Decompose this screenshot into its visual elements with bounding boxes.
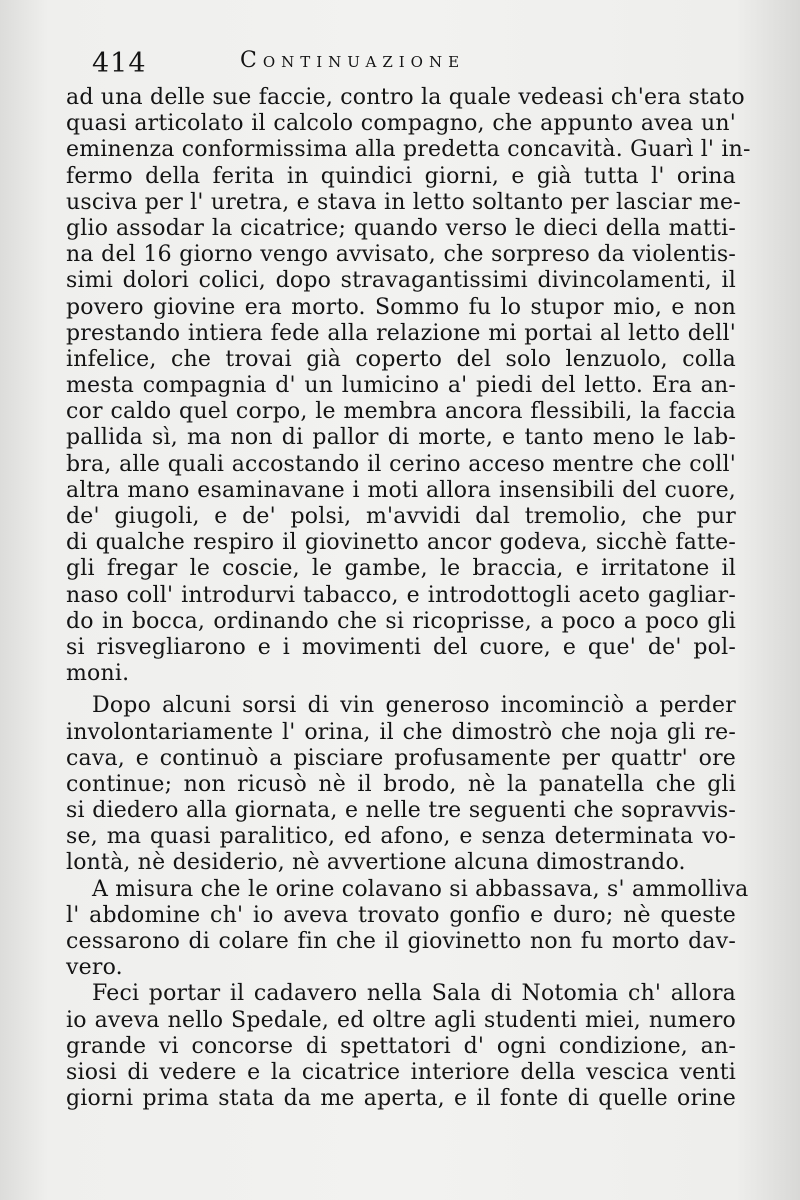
paragraph-start-line: Dopo alcuni sorsi di vin generoso incominciò a perder — [92, 693, 736, 719]
text-line: altra mano esaminavane i moti allora insensibili del cuore, — [66, 477, 736, 503]
text-line: lontà, nè desiderio, nè avvertione alcuna dimostrando. — [66, 850, 686, 876]
text-line: simi dolori colici, dopo stravagantissimi divincolamenti, il — [66, 268, 736, 294]
text-line: mesta compagnia d' un lumicino a' piedi del letto. Era an- — [66, 373, 736, 399]
text-line: pallida sì, ma non di pallor di morte, e tanto meno le lab- — [66, 425, 736, 451]
text-line: moni. — [66, 661, 130, 687]
text-line: infelice, che trovai già coperto del solo lenzuolo, colla — [66, 346, 736, 372]
text-line: cava, e continuò a pisciare profusamente per quattr' ore — [66, 745, 736, 771]
text-line: di qualche respiro il giovinetto ancor godeva, sicchè fatte- — [66, 530, 736, 556]
text-line: grande vi concorse di spettatori d' ogni condizione, an- — [66, 1033, 736, 1059]
text-line: ad una delle sue faccie, contro la quale vedeasi ch'era stato — [66, 85, 745, 110]
text-line: cessarono di colare fin che il giovinetto non fu morto dav- — [66, 929, 736, 954]
text-line: eminenza conformissima alla predetta concavità. Guarì l' in- — [66, 137, 751, 163]
text-line: povero giovine era morto. Sommo fu lo stupor mio, e non — [66, 294, 736, 320]
text-line: fermo della ferita in quindici giorni, e già tutta l' orina — [66, 163, 736, 189]
text-line: glio assodar la cicatrice; quando verso le dieci della matti- — [66, 215, 736, 241]
text-line: cor caldo quel corpo, le membra ancora flessibili, la faccia — [66, 399, 736, 425]
text-line: si risvegliarono e i movimenti del cuore, e que' de' pol- — [66, 634, 736, 660]
text-line: usciva per l' uretra, e stava in letto soltanto per lasciar me- — [66, 189, 741, 215]
text-line: do in bocca, ordinando che si ricoprisse, a poco a poco gli — [66, 608, 736, 634]
text-line: na del 16 giorno vengo avvisato, che sorpreso da violentis- — [66, 242, 736, 268]
text-line: vero. — [66, 955, 123, 981]
page-number: 414 — [92, 48, 147, 79]
text-line: prestando intiera fede alla relazione mi portai al letto dell' — [66, 320, 736, 346]
page-header — [60, 46, 580, 86]
body-text — [66, 85, 751, 1112]
text-line: naso coll' introdurvi tabacco, e introdottogli aceto gagliar- — [66, 582, 736, 608]
text-line: giorni prima stata da me aperta, e il fonte di quelle orine — [66, 1086, 736, 1112]
text-line: continue; non ricusò nè il brodo, nè la panatella che gli — [66, 771, 736, 797]
text-line: io aveva nello Spedale, ed oltre agli studenti miei, numero — [66, 1007, 736, 1033]
paragraph-start-line: A misura che le orine colavano si abbassava, s' ammolliva — [92, 876, 749, 902]
text-line: gli fregar le coscie, le gambe, le braccia, e irritatone il — [66, 556, 736, 582]
running-head: Continuazione — [240, 48, 466, 73]
text-line: se, ma quasi paralitico, ed afono, e senza determinata vo- — [66, 824, 736, 850]
text-line: bra, alle quali accostando il cerino acceso mentre che coll' — [66, 451, 736, 477]
text-line: l' abdomine ch' io aveva trovato gonfio e duro; nè queste — [66, 902, 736, 928]
paragraph-start-line: Feci portar il cadavero nella Sala di Notomia ch' allora — [92, 981, 736, 1007]
text-line: involontariamente l' orina, il che dimostrò che noja gli re- — [66, 719, 736, 745]
text-line: siosi di vedere e la cicatrice interiore della vescica venti — [66, 1059, 736, 1085]
text-line: quasi articolato il calcolo compagno, che appunto avea un' — [66, 111, 736, 137]
text-line: si diedero alla giornata, e nelle tre seguenti che sopravvis- — [66, 798, 736, 824]
text-line: de' giugoli, e de' polsi, m'avvidi dal tremolio, che pur — [66, 504, 736, 529]
